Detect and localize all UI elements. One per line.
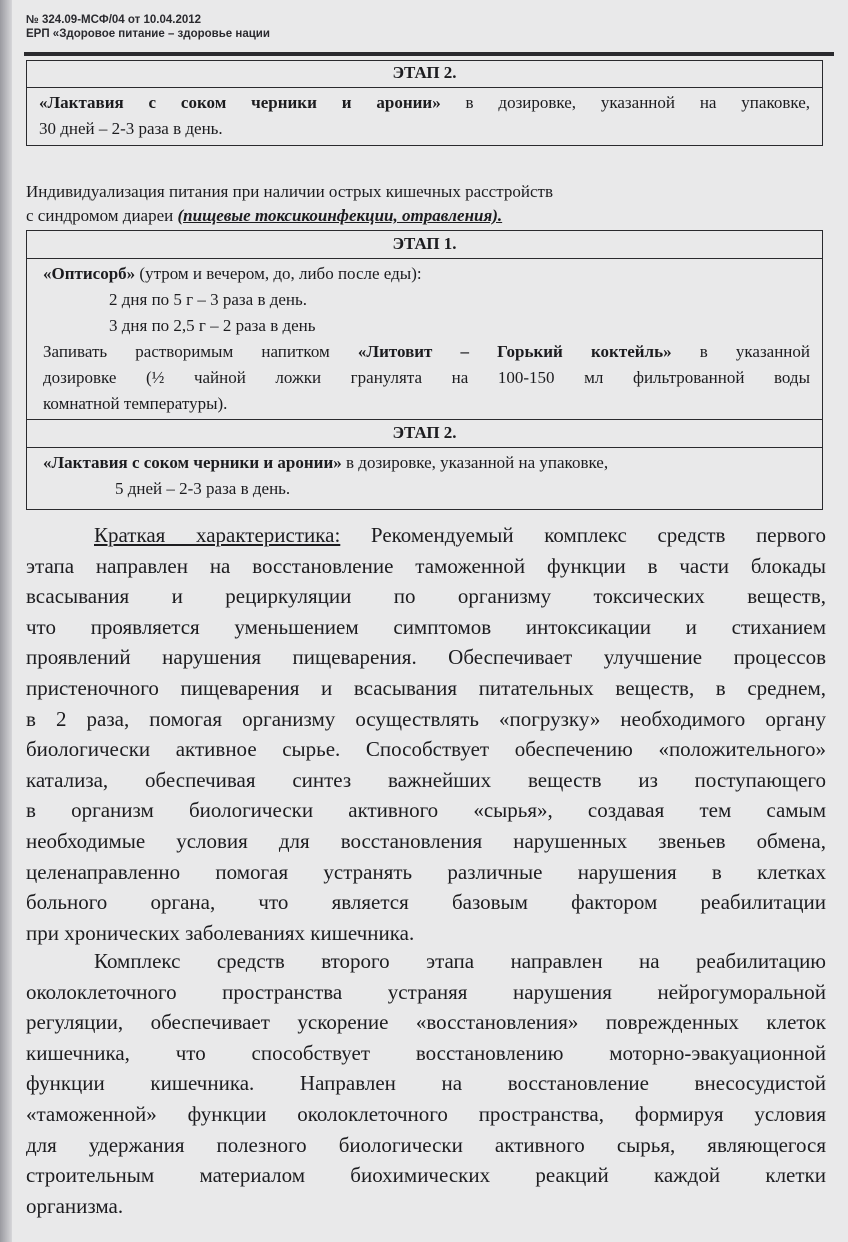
- product-name: «Лактавия с соком черники и аронии»: [39, 93, 441, 112]
- characteristic-label: Краткая характеристика:: [94, 523, 341, 547]
- book-spine-shadow: [0, 0, 12, 1242]
- program-name: ЕРП «Здоровое питание – здоровье нации: [26, 27, 270, 40]
- product-name: «Литовит – Горький коктейль»: [357, 342, 672, 361]
- page-header: [26, 14, 270, 41]
- stage-title: ЭТАП 1.: [392, 234, 457, 253]
- stage-table-2: [26, 230, 823, 510]
- product-name: «Лактавия с соком черники и аронии»: [43, 453, 342, 472]
- stage-row: «Лактавия с соком черники и аронии» в дозировке, указанной на упаковке, 30 дней – 2-3 раза в день.: [27, 88, 822, 142]
- header-rule: [24, 52, 834, 56]
- stage-row: «Оптисорб» (утром и вечером, до, либо после еды): 2 дня по 5 г – 3 раза в день. 3 дня по 2,5 г – 2 раза в день Запивать растворимым напитком «Литовит – Горький коктейль» в указанной дозировке (½ чайной ложки гранулята на 100-150 мл фильтрованной воды комнатной температуры).: [43, 264, 810, 413]
- individualization-heading: Индивидуализация питания при наличии острых кишечных расстройств с синдромом диареи (пищевые токсикоинфекции, отравления).: [26, 182, 553, 225]
- stage-row: «Лактавия с соком черники и аронии» в дозировке, указанной на упаковке, 5 дней – 2-3 раза в день.: [43, 453, 609, 498]
- emphasis-text: (пищевые токсикоинфекции, отравления).: [177, 206, 503, 225]
- paragraph-second-stage: Комплекс средств второго этапа направлен на реабилитацию околоклеточного пространства устраняя нарушения нейрогуморальной регуляции, обеспечивает ускорение «восстановления» поврежденных клеток кишечника, что способствует восстановлению моторно-эвакуационной функции кишечника. Направлен на восстановление внесосудистой «таможенной» функции околоклеточного пространства, формируя условия для удержания полезного биологически активного сырья, являющегося строительным материалом биохимических реакций каждой клетки организма.: [26, 949, 826, 1218]
- stage-title: ЭТАП 2.: [392, 63, 457, 82]
- product-name: «Оптисорб»: [43, 264, 136, 283]
- paragraph-characteristic: Краткая характеристика: Рекомендуемый комплекс средств первого этапа направлен на восстановление таможенной функции в части блокады всасывания и рециркуляции по организму токсических веществ, что проявляется уменьшением симптомов интоксикации и стиханием проявлений нарушения пищеварения. Обеспечивает улучшение процессов пристеночного пищеварения и всасывания питательных веществ, в среднем, в 2 раза, помогая организму осуществлять «погрузку» необходимого органу биологически активное сырье. Способствует обеспечению «положительного» катализа, обеспечивая синтез важнейших веществ из поступающего в организм биологически активного «сырья», создавая тем самым необходимые условия для восстановления нарушенных звеньев обмена, целенаправленно помогая устранять различные нарушения в клетках больного органа, что является базовым фактором реабилитации при хронических заболеваниях кишечника.: [26, 523, 826, 945]
- stage-title: ЭТАП 2.: [392, 423, 457, 442]
- dose-text: 30 дней – 2-3 раза в день.: [39, 119, 223, 138]
- doc-number: № 324.09-МСФ/04 от 10.04.2012: [26, 14, 202, 26]
- stage-table-1: [26, 60, 823, 146]
